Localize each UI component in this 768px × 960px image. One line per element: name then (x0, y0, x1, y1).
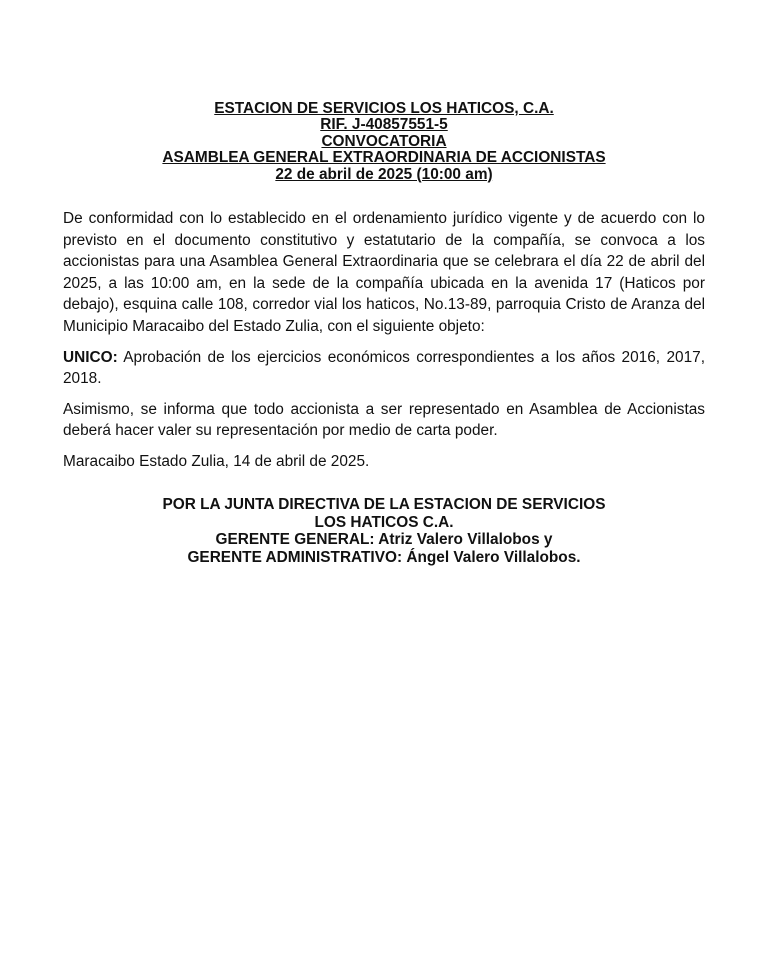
signature-line-1: POR LA JUNTA DIRECTIVA DE LA ESTACION DE SERVICIOS (162, 496, 606, 513)
agenda-item-text: Aprobación de los ejercicios económicos correspondientes a los años 2016, 2017, 2018. (63, 348, 705, 388)
document-header (63, 101, 705, 183)
place-date: Maracaibo Estado Zulia, 14 de abril de 2025. (63, 452, 370, 470)
meeting-date: 22 de abril de 2025 (10:00 am) (275, 165, 493, 183)
document-body (63, 208, 705, 473)
signature-line-3: GERENTE GENERAL: Atriz Valero Villalobos y (215, 531, 553, 549)
representation-paragraph: Asimismo, se informa que todo accionista a ser representado en Asamblea de Accionistas deberá hacer valer su representación por medio de carta poder. (63, 400, 705, 440)
company-name: ESTACION DE SERVICIOS LOS HATICOS, C.A. (214, 100, 554, 117)
document-subtitle: ASAMBLEA GENERAL EXTRAORDINARIA DE ACCIONISTAS (162, 149, 606, 167)
document-title: CONVOCATORIA (321, 132, 447, 150)
agenda-item (63, 347, 705, 390)
agenda-item-label: UNICO: (63, 348, 118, 366)
signature-line-4: GERENTE ADMINISTRATIVO: Ángel Valero Villalobos. (187, 548, 581, 566)
signature-block (63, 496, 705, 566)
convocation-paragraph: De conformidad con lo establecido en el ordenamiento jurídico vigente y de acuerdo con lo previsto en el documento constitutivo y estatutario de la compañía, se convoca a los accionistas para una Asamblea General Extraordinaria que se celebrara el día 22 de abril del 2025, a las 10:00 am, en la sede de la compañía ubicada en la avenida 17 (Haticos por debajo), esquina calle 108, corredor vial los haticos, No.13-89, parroquia Cristo de Aranza del Municipio Maracaibo del Estado Zulia, con el siguiente objeto: (63, 210, 705, 335)
signature-line-2: LOS HATICOS C.A. (314, 513, 454, 531)
company-rif: RIF. J-40857551-5 (320, 116, 448, 134)
